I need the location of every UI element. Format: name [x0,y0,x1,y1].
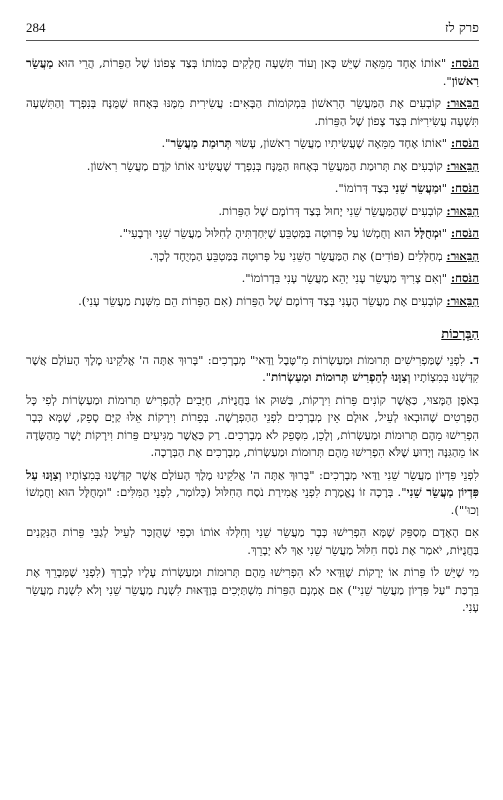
text-item [26,95,479,130]
item-text: קוֹבְעִים אֶת מַעֲשֵׂר הֶעָנִי בְּצַד דְּרוֹמָם שֶׁל הַפֵּרוֹת (אִם הַפֵּרוֹת הֵם מִשְּׁנַת מַעֲשֵׂר עָנִי). [78,293,447,308]
paragraph-text-end: ". [262,370,272,384]
page-number: 284 [26,20,46,35]
paragraph-redemption-blessing [26,467,479,520]
item-text: "אוֹתוֹ אֶחָד מִמֵּאָה שֶׁעֲשִׂיתִיו מַעֲשֵׂר רִאשׁוֹן, עָשׂוּי [231,136,451,150]
item-label: הַנֹּסַח: [450,56,479,70]
text-item [26,135,479,153]
paragraph-doubt: בְּאֹפֶן הַמָּצוּי, כַּאֲשֶׁר קוֹנִים פֵּרוֹת וִירָקוֹת, בַּשּׁוּק אוֹ בַּחֲנֻיּוֹת, חַיָּבִים לְהַפְרִישׁ תְּרוּמוֹת וּמַעַשְׂרוֹת לְפִי כָּל הַפְּרָטִים שֶׁהוּבְאוּ לְעֵיל, אוּלָם אֵין מְבָרְכִים לִפְנֵי הַהַפְרָשָׁה. בְּפֵרוֹת וִירָקוֹת אֵלּוּ קַיָּם סָפֵק, שֶׁמָּא כְּבָר הִפְרִישׁוּ מֵהֶם תְּרוּמוֹת וּמַעַשְׂרוֹת, וְלָכֵן, מִסָּפֵק לֹא מְבָרְכִים. רַק כַּאֲשֶׁר מַגִּיעִים פֵּרוֹת וִירָקוֹת יָשָׁר מֵהַשָּׂדֶה אוֹ מֵהַגִּנָּה וְיָדוּעַ שֶׁלֹּא הִפְרִישׁוּ מֵהֶם תְּרוּמוֹת וּמַעַשְׂרוֹת, מְבָרְכִים אֶת הַבְּרָכָה. [26,392,479,459]
paragraph-text-end: ". בְּרָכָה זוֹ נֶאֱמֶרֶת לִפְנֵי אֲמִירַת נֹסַח הַחִלּוּל (כְּלוֹמַר, לִפְנֵי הַמִּלִּים: "וּמְחֻלָּל הוּא וְחֻמְשׁוֹ וְכוּ'"). [26,485,479,517]
item-label: הַנֹּסַח: [450,136,479,150]
chapter-title: פרק לז [445,21,479,36]
text-item [26,180,479,198]
item-text-end: הוּא וְחֻמְשׁוֹ עַל פְּרוּטָה בַּמַּטְבֵּעַ שֶׁיִּחַדְתִּיהָ לְחִלּוּל מַעֲשֵׂר שֵׁנִי וּרְבָעִי". [119,226,415,240]
item-text: " [441,181,451,195]
text-item [26,248,479,266]
item-label: הַבֵּאוּר: [446,158,479,173]
item-text: " [441,226,451,240]
item-text-end: בְּצַד דְּרוֹמוֹ". [334,181,393,195]
item-bold: תְּרוּמַת מַעֲשֵׂר [170,136,232,150]
item-text-end: ". [442,73,452,88]
text-item [26,203,479,221]
item-text-end: ". [161,136,171,150]
paragraph-number: ד. [469,352,479,367]
item-bold: וּמְחֻלָּל [414,226,442,240]
paragraph-certain: מִי שֶׁיֵּשׁ לוֹ פֵּרוֹת אוֹ יְרָקוֹת שֶׁוַּדַּאי לֹא הִפְרִישׁוּ מֵהֶם תְּרוּמוֹת וּמַעַשְׂרוֹת עָלָיו לְבָרֵךְ (לִפְנֵי שֶׁמְּבָרֵךְ אֶת בִּרְכַּת "עַל פִּדְיוֹן מַעֲשֵׂר שֵׁנִי") אִם אָמְנָם הַפֵּרוֹת מִשְׁתַּיְּכִים בְּוַדָּאוּת לִשְׁנַת מַעֲשֵׂר שֵׁנִי וְלֹא לִשְׁנַת מַעֲשֵׂר עָנִי. [26,565,479,614]
item-label: הַנֹּסַח: [450,271,479,285]
paragraph-text: לִפְנֵי פִּדְיוֹן מַעֲשֵׂר שֵׁנִי וַדַּאי מְבָרְכִים: "בָּרוּךְ אַתָּה ה' אֱלֹקֵינוּ מֶלֶךְ הָעוֹלָם אֲשֶׁר קִדְּשָׁנוּ בְּמִצְוֹתָיו [61,467,480,482]
item-label: הַנֹּסַח: [450,226,479,240]
item-label: הַבֵּאוּר: [446,203,479,218]
item-text: קוֹבְעִים שֶׁהַמַּעֲשֵׂר שֵׁנִי יָחוּל בְּצַד דְּרוֹמָם שֶׁל הַפֵּרוֹת. [218,203,447,218]
paragraph-blessing-intro [26,352,479,387]
item-label: הַבֵּאוּר: [446,248,479,263]
text-item [26,293,479,311]
paragraph-bold: וְצִוָּנוּ עַל פִּדְיוֹן מַעֲשֵׂר שֵׁנִי [26,467,479,499]
paragraph-text: לִפְנֵי שֶׁמַּפְרִישִׁים תְּרוּמוֹת וּמַעַשְׂרוֹת מִ"טֶּבֶל וַדַּאי" מְבָרְכִים: "בָּרוּךְ אַתָּה ה' אֱלֹקֵינוּ מֶלֶךְ הָעוֹלָם אֲשֶׁר קִדְּשָׁנוּ בְּמִצְוֹתָיו [26,352,479,384]
text-item [26,225,479,243]
text-item [26,55,479,90]
item-text: "וְאִם צָרִיךְ מַעֲשֵׂר עָנִי יְהֵא מַעֲשֵׂר עָנִי בִּדְרוֹמוֹ". [241,271,451,285]
page-body [26,55,479,617]
item-text: מְחַלְּלִים (פּוֹדִים) אֶת הַמַּעֲשֵׂר הַשֵּׁנִי עַל פְּרוּטָה בַּמַּטְבֵּעַ הַמְיֻחָד לְכָךְ. [149,248,447,263]
paragraph-uncertain: אִם הָאָדָם מְסַפֵּק שֶׁמָּא הִפְרִישׁוּ כְּבָר מַעֲשֵׂר שֵׁנִי וְחִלְּלוּ אוֹתוֹ וּכְפִי שֶׁהֻזְכַּר לְעֵיל לְגַבֵּי פֵּרוֹת הַנִּקְנִים בַּחֲנֻיּוֹת, יֹאמַר אֶת נֹסַח חִלּוּל מַעֲשֵׂר שֵׁנִי אַךְ לֹא יְבָרֵךְ. [26,525,479,557]
text-items [26,55,479,310]
item-text: "אוֹתוֹ אֶחָד מִמֵּאָה שֶׁיֵּשׁ כָּאן וְעוֹד תִּשְׁעָה חֲלָקִים כָּמוֹתוֹ בְּצַד צְפוֹנוֹ שֶׁל הַפֵּרוֹת, הֲרֵי הוּא [53,56,451,70]
item-bold: וּמַעֲשֵׂר שֵׁנִי [392,181,442,195]
text-item [26,158,479,176]
item-label: הַבֵּאוּר: [446,293,479,308]
item-text: קוֹבְעִים אֶת תְּרוּמַת הַמַּעֲשֵׂר בְּאָחוּז הַמֻּנָּח בְּנִפְרָד שֶׁעֲשִׂינוּ אוֹתוֹ קֹדֶם מַעֲשֵׂר רִאשׁוֹן. [86,158,447,173]
section-title: הַבְּרָכוֹת [441,327,479,342]
paragraph-bold: וְצִוָּנוּ לְהַפְרִישׁ תְּרוּמוֹת וּמַעַשְׂרוֹת [271,370,411,384]
item-label: הַבֵּאוּר: [446,96,479,110]
item-label: הַנֹּסַח: [450,181,479,195]
page-header [26,20,479,41]
item-bold: מַעֲשֵׂר רִאשׁוֹן [26,56,479,88]
item-text: קוֹבְעִים אֶת הַמַּעֲשֵׂר הָרִאשׁוֹן בִּמְקוֹמוֹת הַבָּאִים: עֲשִׂירִית מִמֶּנּוּ בְּאָחוּז שֶׁמֻּנָּח בְּנִפְרָד וְהַתִּשְׁעָה תִּשְׁעָה עֲשִׂירִיּוֹת בְּצַד צָפוֹן שֶׁל הַפֵּרוֹת. [26,96,479,128]
text-item [26,270,479,288]
